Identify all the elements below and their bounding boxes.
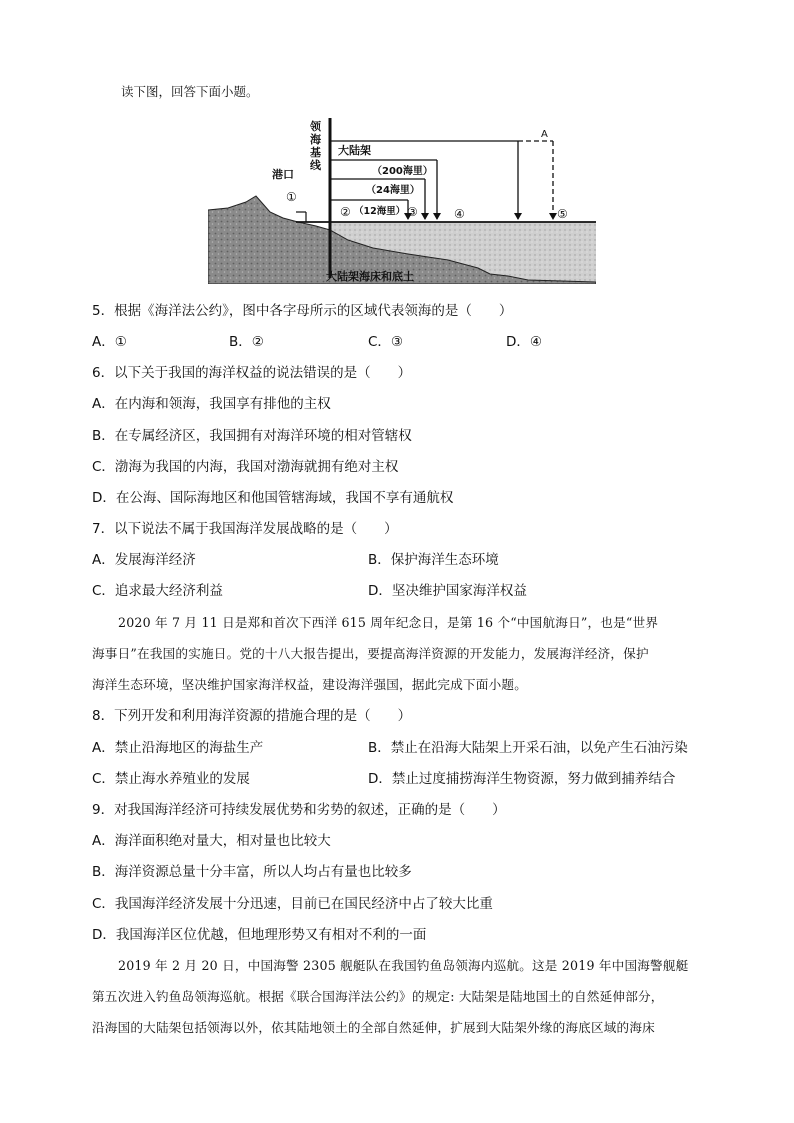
- baseline-label-2: 海: [310, 133, 321, 146]
- q7-option-b[interactable]: B．保护海洋生态环境: [368, 552, 499, 568]
- baseline-label-1: 领: [310, 120, 321, 133]
- nm24-label: （24海里）: [366, 185, 420, 196]
- q5-option-c[interactable]: C．③: [368, 334, 404, 350]
- q6-option-d[interactable]: D．在公海、国际海地区和他国管辖海域，我国不享有通航权: [92, 490, 454, 506]
- q5-option-d[interactable]: D．④: [506, 334, 542, 350]
- port-label: 港口: [272, 168, 294, 181]
- boundary-a-arrow-head: [549, 213, 557, 220]
- baseline-label-4: 线: [310, 159, 321, 172]
- q9-option-d[interactable]: D．我国海洋区位优越，但地理形势又有相对不利的一面: [92, 927, 427, 943]
- q5-option-a[interactable]: A．①: [92, 334, 127, 350]
- passage1-line2: 海事日”在我国的实施日。党的十八大报告提出，要提高海洋资源的开发能力，发展海洋经济，保护: [92, 646, 649, 661]
- q8-stem: 8．下列开发和利用海洋资源的措施合理的是（ ）: [92, 708, 412, 724]
- q6-option-c[interactable]: C．渤海为我国的内海，我国对渤海就拥有绝对主权: [92, 459, 399, 475]
- shelf-arrow-head: [514, 213, 522, 220]
- q9-option-c[interactable]: C．我国海洋经济发展十分迅速，目前已在国民经济中占了较大比重: [92, 896, 493, 912]
- q5-option-b[interactable]: B．②: [229, 334, 264, 350]
- q7-stem: 7．以下说法不属于我国海洋发展战略的是（ ）: [92, 521, 398, 537]
- zone-marker-3: ③: [407, 205, 418, 219]
- zone-marker-1: ①: [286, 190, 297, 204]
- q7-option-d[interactable]: D．坚决维护国家海洋权益: [368, 583, 527, 599]
- q5-stem: 5．根据《海洋法公约》，图中各字母所示的区域代表领海的是（ ）: [92, 303, 513, 319]
- q7-option-c[interactable]: C．追求最大经济利益: [92, 583, 223, 599]
- seabed-label: 大陆架海床和底土: [326, 270, 414, 283]
- q8-option-b[interactable]: B．禁止在沿海大陆架上开采石油，以免产生石油污染: [368, 740, 688, 756]
- passage2-line2: 第五次进入钓鱼岛领海巡航。根据《联合国海洋法公约》的规定: 大陆架是陆地国土的自然延伸部分，: [92, 989, 664, 1004]
- nm200-label: （200海里）: [372, 166, 433, 177]
- passage1-line3: 海洋生态环境，坚决维护国家海洋权益，建设海洋强国，据此完成下面小题。: [92, 677, 527, 692]
- nm200-arrow-head: [433, 213, 441, 220]
- zone-marker-2: ②: [340, 205, 351, 219]
- nm24-arrow-head: [421, 213, 429, 220]
- nm12-label: （12海里）: [354, 206, 406, 217]
- maritime-zones-diagram: [208, 118, 596, 284]
- q6-stem: 6．以下关于我国的海洋权益的说法错误的是（ ）: [92, 365, 412, 381]
- q8-option-c[interactable]: C．禁止海水养殖业的发展: [92, 771, 250, 787]
- zone-marker-4: ④: [454, 207, 465, 221]
- intro-text: 读下图，回答下面小题。: [121, 84, 259, 99]
- passage2-line3: 沿海国的大陆架包括领海以外，依其陆地领土的全部自然延伸，扩展到大陆架外缘的海底区域的海床: [92, 1020, 655, 1035]
- passage2-line1: 2019 年 2 月 20 日，中国海警 2305 舰艇队在我国钓鱼岛领海内巡航。这是 2019 年中国海警舰艇: [118, 958, 689, 973]
- q6-option-a[interactable]: A．在内海和领海，我国享有排他的主权: [92, 396, 331, 412]
- q8-option-a[interactable]: A．禁止沿海地区的海盐生产: [92, 740, 264, 756]
- passage1-line1: 2020 年 7 月 11 日是郑和首次下西洋 615 周年纪念日，是第 16 个“中国航海日”，也是“世界: [118, 615, 659, 630]
- zone-marker-5: ⑤: [557, 207, 568, 221]
- q9-stem: 9．对我国海洋经济可持续发展优势和劣势的叙述，正确的是（ ）: [92, 802, 506, 818]
- q9-option-a[interactable]: A．海洋面积绝对量大，相对量也比较大: [92, 833, 331, 849]
- q8-option-d[interactable]: D．禁止过度捕捞海洋生物资源，努力做到捕养结合: [368, 771, 676, 787]
- q7-option-a[interactable]: A．发展海洋经济: [92, 552, 196, 568]
- shelf-label: 大陆架: [338, 144, 371, 157]
- label-a: A: [541, 129, 548, 140]
- q9-option-b[interactable]: B．海洋资源总量十分丰富，所以人均占有量也比较多: [92, 864, 412, 880]
- baseline-label-3: 基: [310, 146, 321, 159]
- q6-option-b[interactable]: B．在专属经济区，我国拥有对海洋环境的相对管辖权: [92, 428, 412, 444]
